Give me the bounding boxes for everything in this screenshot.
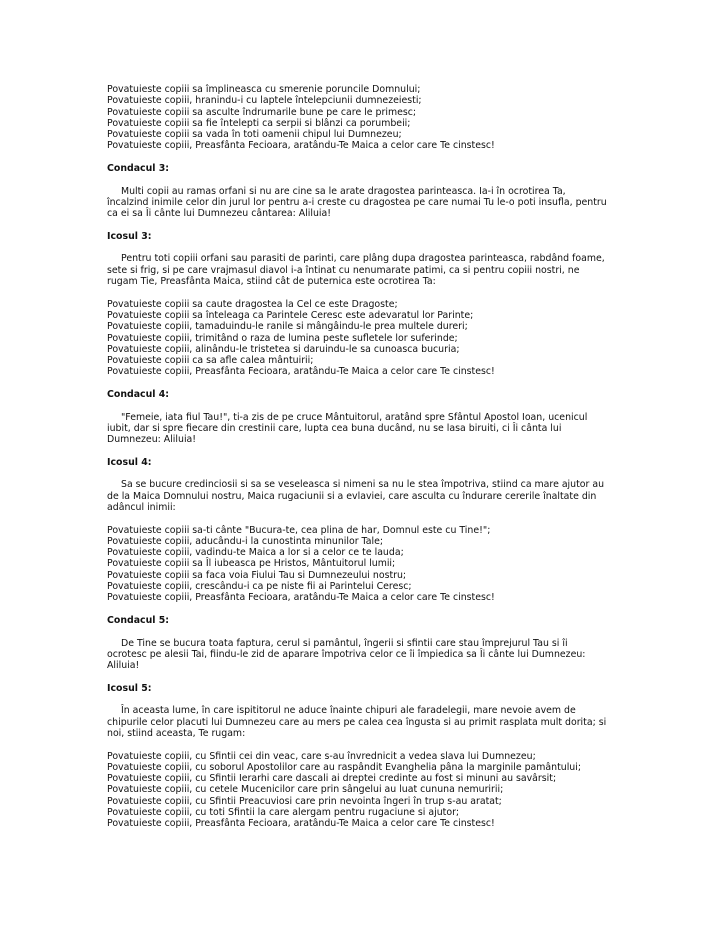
paragraph-line: sete si frig, si pe care vrajmasul diavol i-a întinat cu nenumarate patimi, ca si pentru copiii nostri, ne [107,264,580,276]
paragraph-line: iubit, dar si spre fiecare din crestinii care, lupta cea buna ducând, nu se lasa biruiti, ci Îi cânta lui [107,422,562,434]
paragraph-line: rugam Tie, Preasfânta Maica, stiind cât de puternica este ocrotirea Ta: [107,276,436,288]
petition-line: Povatuieste copiii ca sa afle calea mântuirii; [107,355,314,367]
paragraph [107,705,627,739]
petition-line: Povatuieste copiii, cu Sfintii Ierarhi care dascali ai dreptei credinte au fost si minuni au savârsit; [107,773,557,785]
petition-line: Povatuieste copiii, Preasfânta Fecioara, aratându-Te Maica a celor care Te cinstesc! [107,140,495,152]
petition-line: Povatuieste copiii, crescându-i ca pe niste fii ai Parintelui Ceresc; [107,581,412,593]
petition-line: Povatuieste copiii sa fie întelepti ca serpii si blânzi ca porumbeii; [107,117,411,129]
paragraph [107,479,627,513]
paragraph-line: de la Maica Domnului nostru, Maica rugaciunii si a evlaviei, care asculta cu îndurare cererile înaltate din [107,490,597,502]
paragraph-line: Multi copii au ramas orfani si nu are cine sa le arate dragostea parinteasca. Ia-i în ocrotirea Ta, [121,185,566,197]
petition-line: Povatuieste copiii sa înteleaga ca Parintele Ceresc este adevaratul lor Parinte; [107,309,474,321]
petition-line: Povatuieste copiii sa asculte îndrumarile bune pe care le primesc; [107,106,417,118]
section-heading: Condacul 3: [107,163,170,175]
petition-line: Povatuieste copiii, aducându-i la cunostinta minunilor Tale; [107,535,384,547]
section-heading: Icosul 4: [107,456,152,468]
petition-line: Povatuieste copiii sa vada în toti oamenii chipul lui Dumnezeu; [107,129,402,141]
petition-line: Povatuieste copiii sa împlineasca cu smerenie poruncile Domnului; [107,84,421,95]
petition-line: Povatuieste copiii, cu soborul Apostolilor care au raspândit Evanghelia pâna la marginile pamântului; [107,761,582,773]
petition-line: Povatuieste copiii, cu Sfintii cei din veac, care s-au învrednicit a vedea slava lui Dumnezeu; [107,750,536,762]
paragraph-line: Dumnezeu: Aliluia! [107,434,197,446]
section-heading: Condacul 5: [107,614,170,626]
section-heading: Icosul 3: [107,230,152,242]
paragraph-line: În aceasta lume, în care ispititorul ne aduce înainte chipuri ale faradelegii, mare nevoie avem de [121,705,576,717]
petition-list [107,751,627,830]
petition-line: Povatuieste copiii sa Îl iubeasca pe Hristos, Mântuitorul lumii; [107,558,396,570]
section-heading: Condacul 4: [107,389,170,401]
petition-line: Povatuieste copiii, tamaduindu-le ranile si mângâindu-le prea multele dureri; [107,321,468,333]
paragraph-line: De Tine se bucura toata faptura, cerul si pamântul, îngerii si sfintii care stau împrejurul Tau si îi [121,637,568,649]
section-heading: Icosul 5: [107,682,152,694]
petition-list [107,84,627,152]
petition-line: Povatuieste copiii, alinându-le tristetea si daruindu-le sa cunoasca bucuria; [107,343,460,355]
petition-line: Povatuieste copiii, hranindu-i cu laptele întelepciunii dumnezeiesti; [107,95,422,107]
petition-line: Povatuieste copiii sa caute dragostea la Cel ce este Dragoste; [107,298,398,310]
petition-line: Povatuieste copiii, trimitând o raza de lumina peste sufletele lor suferinde; [107,332,458,344]
paragraph-line: adâncul inimii: [107,501,176,513]
paragraph-line: ca ei sa Îi cânte lui Dumnezeu cântarea: Aliluia! [107,208,332,220]
paragraph-line: Sa se bucure credinciosii si sa se veseleasca si nimeni sa nu le stea împotriva, stiind ca mare ajutor au [121,479,605,491]
petition-line: Povatuieste copiii sa-ti cânte "Bucura-te, cea plina de har, Domnul este cu Tine!"; [107,524,491,536]
petition-line: Povatuieste copiii sa faca voia Fiului Tau si Dumnezeului nostru; [107,569,407,581]
petition-line: Povatuieste copiii, vadindu-te Maica a lor si a celor ce te lauda; [107,547,404,559]
petition-list [107,525,627,604]
paragraph [107,253,627,287]
paragraph-line: Aliluia! [107,660,140,672]
petition-line: Povatuieste copiii, Preasfânta Fecioara, aratându-Te Maica a celor care Te cinstesc! [107,818,495,830]
paragraph [107,412,627,446]
paragraph-line: ocrotesc pe alesii Tai, fiindu-le zid de aparare împotriva celor ce îi împiedica sa Îi cânte lui Dumnezeu: [107,648,586,660]
petition-list [107,299,627,378]
paragraph [107,638,627,672]
paragraph-line: "Femeie, iata fiul Tau!", ti-a zis de pe cruce Mântuitorul, aratând spre Sfântul Apostol Ioan, ucenicul [121,411,588,423]
petition-line: Povatuieste copiii, Preasfânta Fecioara, aratându-Te Maica a celor care Te cinstesc! [107,366,495,378]
paragraph-line: chipurile celor placuti lui Dumnezeu care au mers pe calea cea îngusta si au primit rasplata mult dorita; si [107,716,607,728]
petition-line: Povatuieste copiii, cu toti Sfintii la care alergam pentru rugaciune si ajutor; [107,807,460,818]
petition-line: Povatuieste copiii, cu Sfintii Preacuviosi care prin nevointa îngeri în trup s-au aratat; [107,795,502,807]
paragraph [107,186,627,220]
document-page [107,84,627,841]
paragraph-line: noi, stiind aceasta, Te rugam: [107,727,246,739]
paragraph-line: Pentru toti copiii orfani sau parasiti de parinti, care plâng dupa dragostea parinteasca, rabdând foame, [121,253,605,265]
petition-line: Povatuieste copiii, Preasfânta Fecioara, aratându-Te Maica a celor care Te cinstesc! [107,592,495,604]
petition-line: Povatuieste copiii, cu cetele Mucenicilor care prin sângelui au luat cununa nemuririi; [107,784,504,796]
paragraph-line: încalzind inimile celor din jurul lor pentru a-i creste cu dragostea pe care numai Tu le-o poti insufla, pentru [107,196,607,208]
